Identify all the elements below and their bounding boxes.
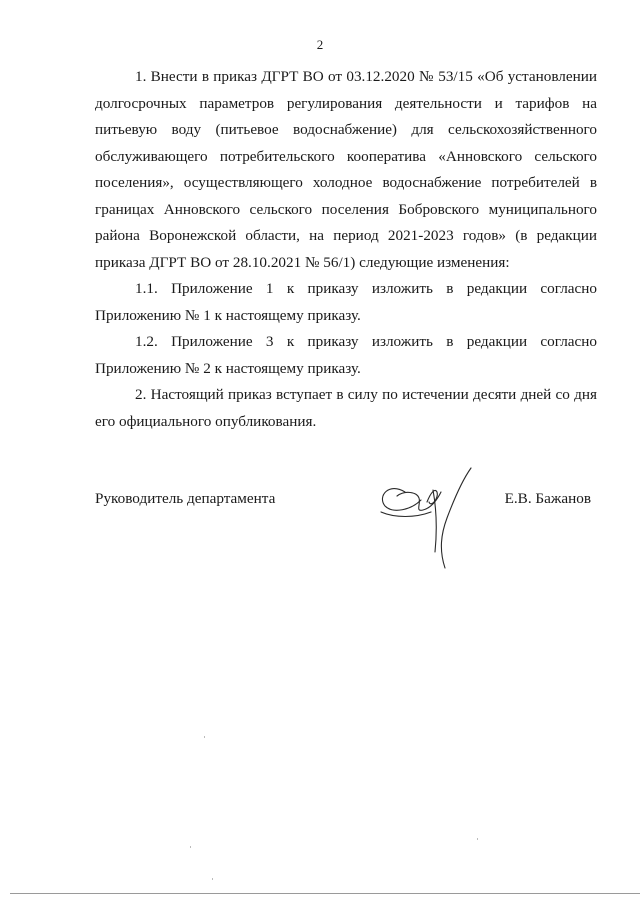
scan-speck	[477, 838, 478, 840]
scan-speck	[212, 878, 213, 880]
scan-speck	[204, 736, 205, 738]
signature-block	[95, 490, 597, 510]
scan-speck	[190, 846, 191, 848]
paragraph-effective-date: 2. Настоящий приказ вступает в силу по истечении десяти дней со дня его официального опубликования.	[95, 386, 597, 430]
document-body	[95, 64, 597, 435]
paragraph-amendment: 1. Внести в приказ ДГРТ ВО от 03.12.2020 № 53/15 «Об установлении долгосрочных параметров регулирования деятельности и тарифов на питьевую воду (питьевое водоснабжение) для сельскохозяйственного обслуживающего потребительского кооператива «Анновского сельского поселения», осуществляющего холодное водоснабжение потребителей в границах Анновского сельского поселения Бобровского муниципального района Воронежской области, на период 2021-2023 годов» (в редакции приказа ДГРТ ВО от 28.10.2021 № 56/1) следующие изменения:	[95, 68, 597, 271]
signer-position: Руководитель департамента	[95, 490, 276, 507]
page-number: 2	[316, 37, 324, 52]
handwritten-signature	[375, 462, 475, 577]
paragraph-appendix-1: 1.1. Приложение 1 к приказу изложить в редакции согласно Приложению № 1 к настоящему приказу.	[95, 280, 597, 324]
paragraph-appendix-3: 1.2. Приложение 3 к приказу изложить в редакции согласно Приложению № 2 к настоящему приказу.	[95, 333, 597, 377]
page-bottom-edge	[10, 893, 640, 894]
signer-name: Е.В. Бажанов	[504, 490, 591, 507]
